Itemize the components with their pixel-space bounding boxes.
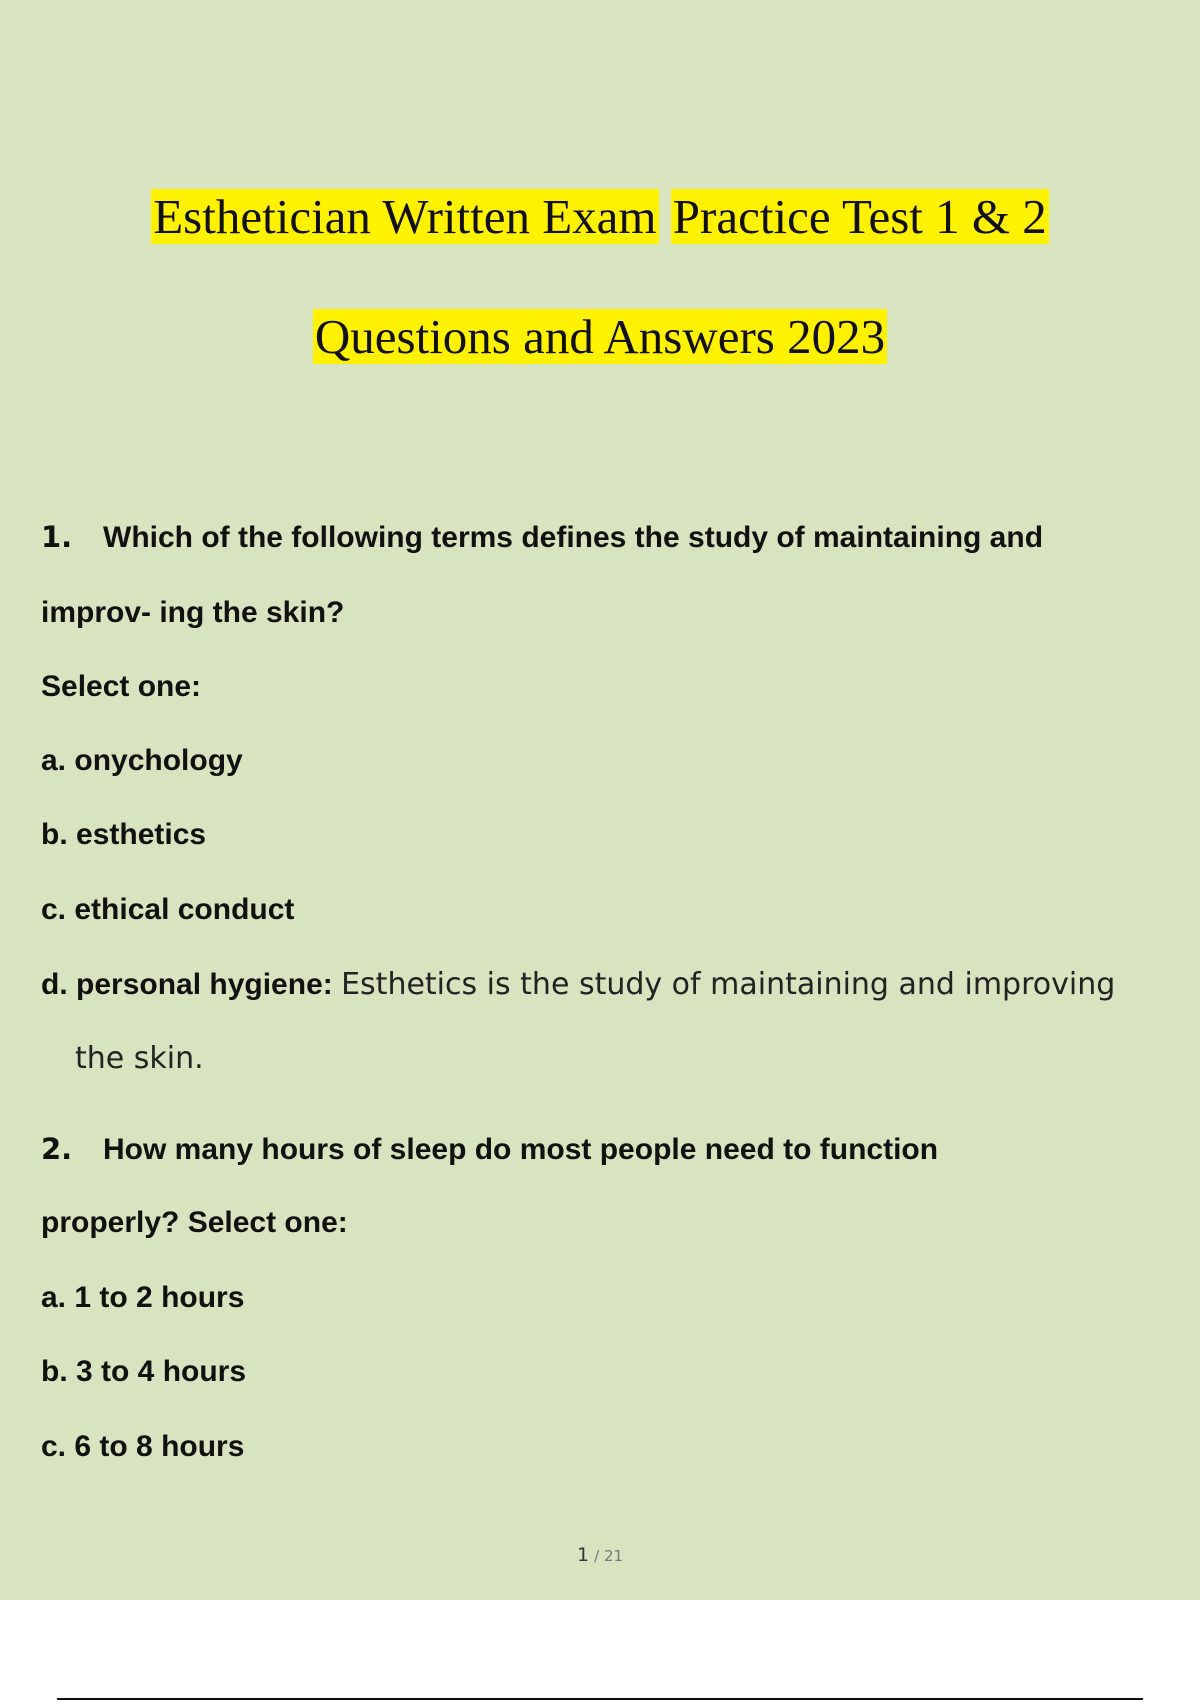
option-letter: a. bbox=[41, 1281, 67, 1314]
question-1-heading bbox=[41, 517, 1200, 558]
option-text: 6 to 8 hours bbox=[74, 1430, 245, 1463]
question-1-option-c bbox=[41, 890, 1200, 930]
option-text: 1 to 2 hours bbox=[74, 1281, 245, 1314]
page-indicator bbox=[0, 1544, 1200, 1566]
question-2-option-b bbox=[41, 1352, 1200, 1392]
question-1-prompt: Select one: bbox=[41, 670, 202, 703]
option-letter: c. bbox=[41, 1430, 67, 1463]
option-text: ethical conduct bbox=[74, 893, 295, 926]
option-text: onychology bbox=[74, 744, 243, 777]
title-highlight-1: Esthetician Written Exam bbox=[153, 189, 657, 244]
current-page-number: 1 bbox=[576, 1544, 590, 1566]
question-text: Which of the following terms defines the study of maintaining and bbox=[103, 521, 1044, 554]
answer-explanation-continued: the skin. bbox=[75, 1041, 204, 1076]
option-text: personal hygiene: bbox=[76, 968, 333, 1001]
question-text: How many hours of sleep do most people need to function bbox=[103, 1133, 939, 1166]
total-pages: / 21 bbox=[594, 1547, 624, 1565]
question-1-text-continued: improv- ing the skin? bbox=[41, 596, 345, 629]
option-letter: d. bbox=[41, 968, 68, 1001]
question-2-text-continued: properly? Select one: bbox=[41, 1206, 348, 1239]
question-2-heading bbox=[41, 1129, 1200, 1170]
option-text: esthetics bbox=[76, 818, 207, 851]
question-2-option-c bbox=[41, 1427, 1200, 1467]
question-1-option-b bbox=[41, 815, 1200, 855]
question-number: 1. bbox=[41, 520, 73, 554]
title-highlight-2: Practice Test 1 & 2 bbox=[672, 189, 1047, 244]
document-title-line-2 bbox=[0, 307, 1200, 367]
title-highlight-3: Questions and Answers 2023 bbox=[314, 309, 886, 364]
option-letter: a. bbox=[41, 744, 67, 777]
option-text: 3 to 4 hours bbox=[76, 1355, 247, 1388]
option-letter: c. bbox=[41, 893, 67, 926]
document-title-line-1 bbox=[0, 187, 1200, 247]
option-letter: b. bbox=[41, 818, 68, 851]
answer-explanation: Esthetics is the study of maintaining and improving bbox=[341, 967, 1116, 1002]
question-1-option-a bbox=[41, 741, 1200, 781]
question-number: 2. bbox=[41, 1132, 73, 1166]
question-2-option-a bbox=[41, 1278, 1200, 1318]
option-letter: b. bbox=[41, 1355, 68, 1388]
question-1-option-d bbox=[41, 965, 1200, 1005]
